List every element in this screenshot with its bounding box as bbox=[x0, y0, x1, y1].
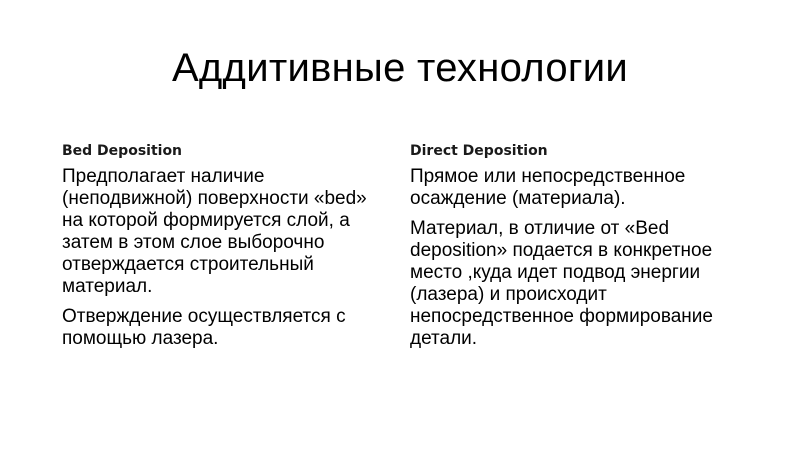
slide-title: Аддитивные технологии bbox=[171, 46, 629, 90]
left-paragraph: Предполагает наличие (неподвижной) поверхности «bed» на которой формируется слой, а затем в этом слое выборочно отверждается строительный материал. bbox=[62, 166, 367, 297]
left-column-heading: Bed Deposition bbox=[62, 143, 183, 159]
right-column-heading: Direct Deposition bbox=[410, 143, 548, 159]
right-paragraph: Материал, в отличие от «Bed deposition» подается в конкретное место ,куда идет подвод энергии (лазера) и происходит непосредственное формирование детали. bbox=[410, 218, 713, 349]
right-paragraph: Прямое или непосредственное осаждение (материала). bbox=[410, 166, 686, 209]
left-paragraph: Отверждение осуществляется с помощью лазера. bbox=[62, 306, 346, 349]
left-column bbox=[62, 142, 392, 358]
right-column bbox=[410, 142, 750, 358]
